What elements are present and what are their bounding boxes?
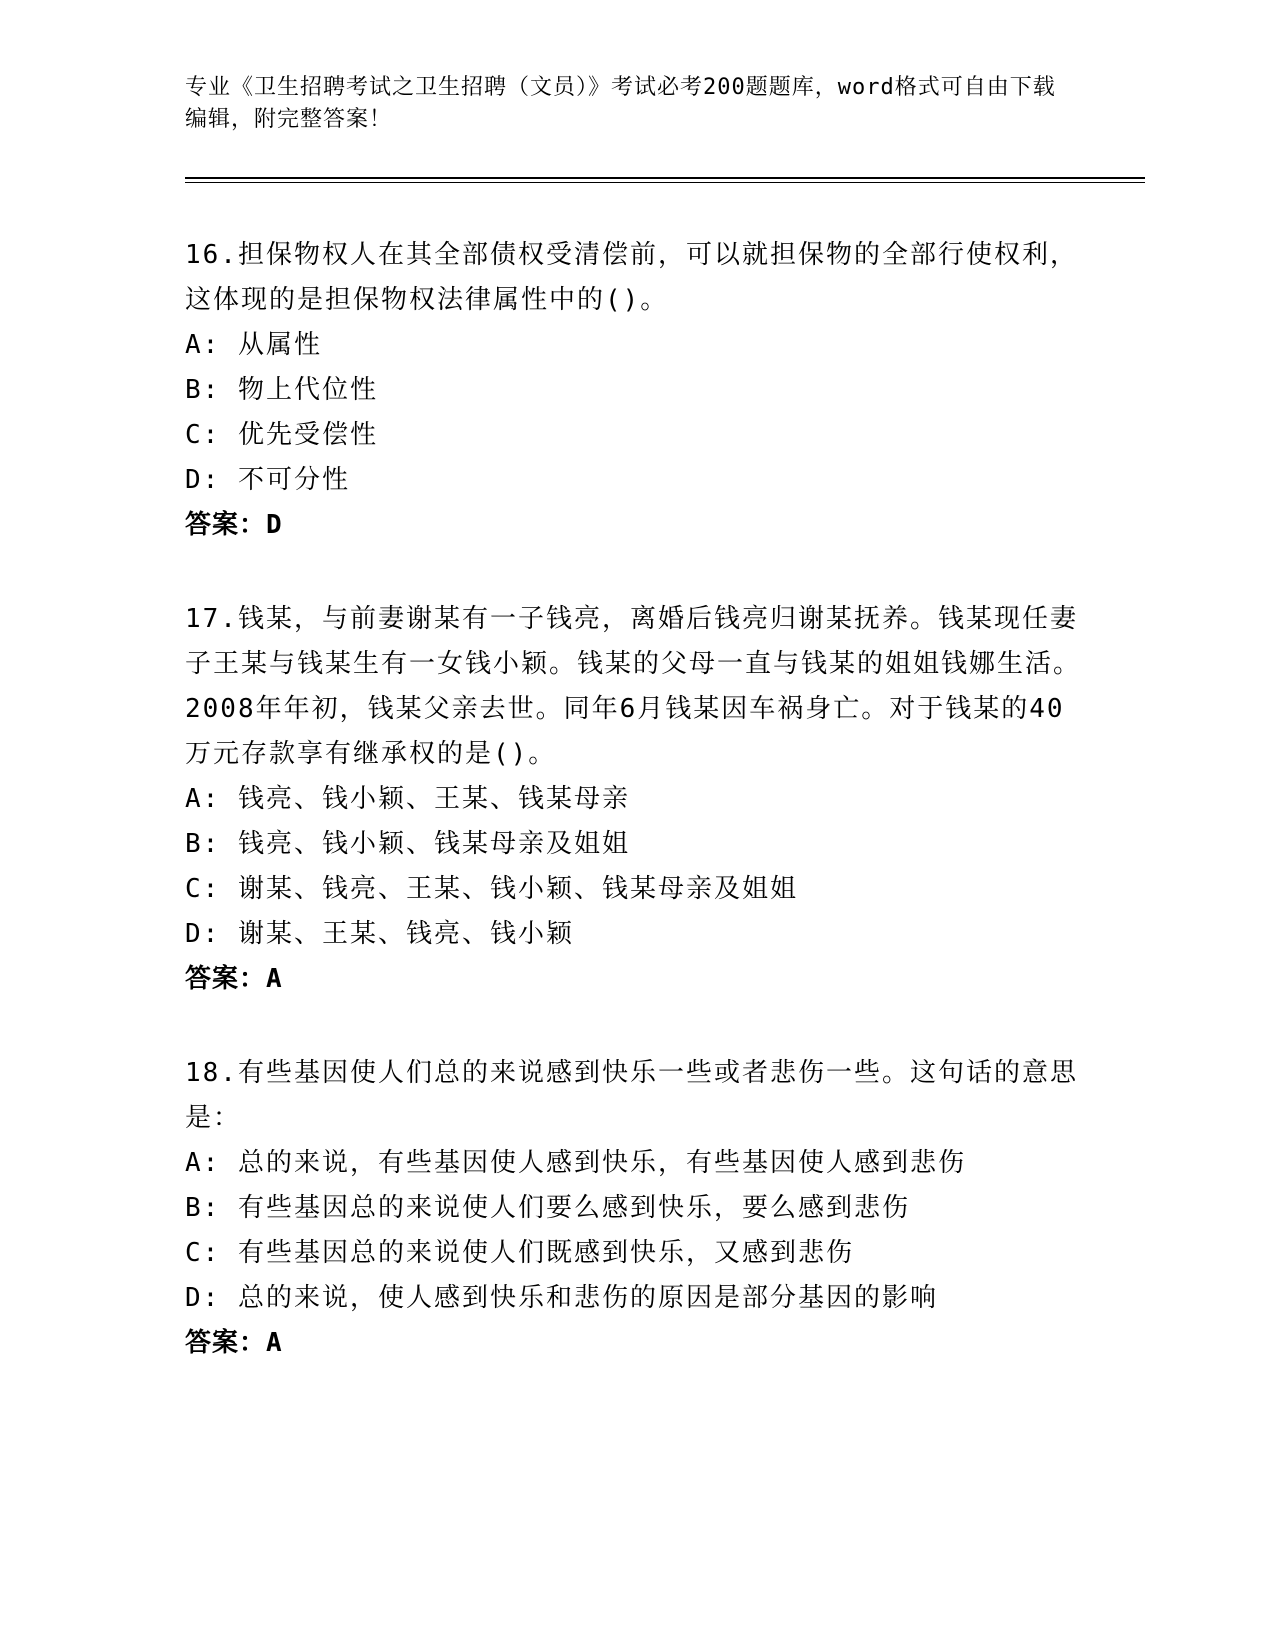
option-d: D: 谢某、王某、钱亮、钱小颖 (185, 919, 574, 949)
option-d: D: 总的来说，使人感到快乐和悲伤的原因是部分基因的影响 (185, 1283, 938, 1313)
question-17 (185, 597, 1085, 1002)
option-a: A: 钱亮、钱小颖、王某、钱某母亲 (185, 784, 630, 814)
question-16 (185, 233, 1085, 548)
option-b: B: 钱亮、钱小颖、钱某母亲及姐姐 (185, 829, 630, 859)
question-stem: 16.担保物权人在其全部债权受清偿前，可以就担保物的全部行使权利，这体现的是担保物权法律属性中的()。 (185, 240, 1078, 315)
option-c: C: 谢某、钱亮、王某、钱小颖、钱某母亲及姐姐 (185, 874, 798, 904)
document-header: 专业《卫生招聘考试之卫生招聘（文员）》考试必考200题题库，word格式可自由下载编辑，附完整答案！ (185, 75, 1056, 132)
option-d: D: 不可分性 (185, 465, 350, 495)
answer-line: 答案：D (185, 510, 283, 540)
question-18 (185, 1051, 1085, 1366)
option-a: A: 从属性 (185, 330, 322, 360)
option-c: C: 有些基因总的来说使人们既感到快乐，又感到悲伤 (185, 1238, 854, 1268)
header-divider-thin (185, 182, 1145, 183)
option-a: A: 总的来说，有些基因使人感到快乐，有些基因使人感到悲伤 (185, 1148, 966, 1178)
answer-line: 答案：A (185, 964, 283, 994)
question-stem: 18.有些基因使人们总的来说感到快乐一些或者悲伤一些。这句话的意思是： (185, 1058, 1078, 1133)
question-stem: 17.钱某，与前妻谢某有一子钱亮，离婚后钱亮归谢某抚养。钱某现任妻子王某与钱某生有一女钱小颖。钱某的父母一直与钱某的姐姐钱娜生活。2008年年初，钱某父亲去世。同年6月钱某因车祸身亡。对于钱某的40万元存款享有继承权的是()。 (185, 604, 1082, 769)
option-b: B: 物上代位性 (185, 375, 378, 405)
option-c: C: 优先受偿性 (185, 420, 378, 450)
header-divider-thick (185, 177, 1145, 179)
option-b: B: 有些基因总的来说使人们要么感到快乐，要么感到悲伤 (185, 1193, 910, 1223)
answer-line: 答案：A (185, 1328, 283, 1358)
